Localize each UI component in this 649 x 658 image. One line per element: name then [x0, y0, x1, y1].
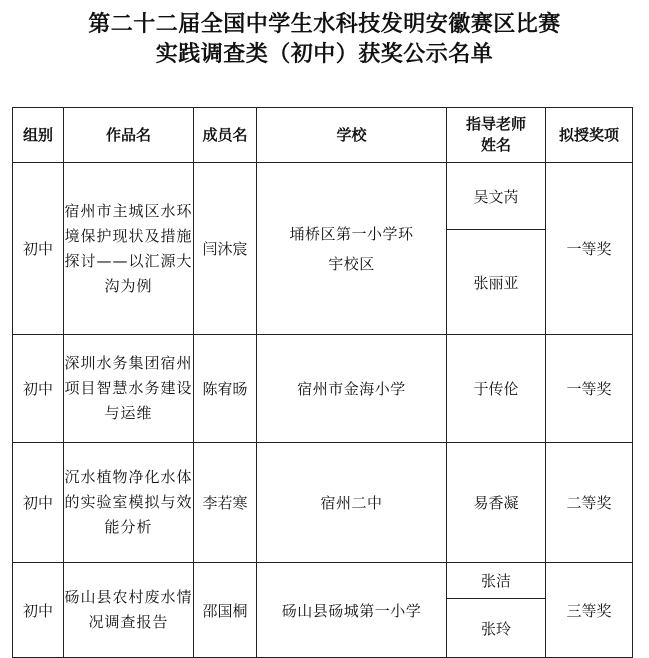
row3-teacher: 易香凝: [447, 443, 546, 563]
row4-teacher-1: 张洁: [447, 563, 546, 599]
row3-group: 初中: [13, 443, 64, 563]
row3-award: 二等奖: [546, 443, 633, 563]
row1-work: 宿州市主城区水环境保护现状及措施探讨——以汇源大沟为例: [64, 163, 194, 335]
row2-award: 一等奖: [546, 335, 633, 443]
table-row: [13, 563, 633, 599]
header-group: 组别: [13, 108, 64, 163]
row1-school: 埇桥区第一小学环宇校区: [257, 163, 447, 335]
row4-group: 初中: [13, 563, 64, 658]
table-row: [13, 443, 633, 563]
row1-award: 一等奖: [546, 163, 633, 335]
table-row: [13, 163, 633, 230]
award-table: [12, 107, 633, 658]
row4-teacher-2: 张玲: [447, 599, 546, 658]
row3-member: 李若寒: [194, 443, 257, 563]
row3-work: 沉水植物净化水体的实验室模拟与效能分析: [64, 443, 194, 563]
row1-group: 初中: [13, 163, 64, 335]
table-row: [13, 335, 633, 443]
header-member: 成员名: [194, 108, 257, 163]
table-header-row: [13, 108, 633, 163]
row4-award: 三等奖: [546, 563, 633, 658]
row2-group: 初中: [13, 335, 64, 443]
row1-teacher-2: 张丽亚: [447, 230, 546, 335]
row1-member: 闫沐宸: [194, 163, 257, 335]
header-school: 学校: [257, 108, 447, 163]
row4-school: 砀山县砀城第一小学: [257, 563, 447, 658]
row4-work: 砀山县农村废水情况调查报告: [64, 563, 194, 658]
row2-school: 宿州市金海小学: [257, 335, 447, 443]
page-title-line-1: 第二十二届全国中学生水科技发明安徽赛区比赛: [88, 12, 561, 37]
row3-school: 宿州二中: [257, 443, 447, 563]
row2-work: 深圳水务集团宿州项目智慧水务建设与运维: [64, 335, 194, 443]
row2-teacher: 于传伦: [447, 335, 546, 443]
row4-member: 邵国桐: [194, 563, 257, 658]
header-teacher: 指导老师姓名: [447, 108, 546, 163]
page-title-line-2: 实践调查类（初中）获奖公示名单: [155, 42, 494, 67]
header-work: 作品名: [64, 108, 194, 163]
row1-teacher-1: 吴文芮: [447, 163, 546, 230]
row2-member: 陈宥旸: [194, 335, 257, 443]
header-award: 拟授奖项: [546, 108, 633, 163]
